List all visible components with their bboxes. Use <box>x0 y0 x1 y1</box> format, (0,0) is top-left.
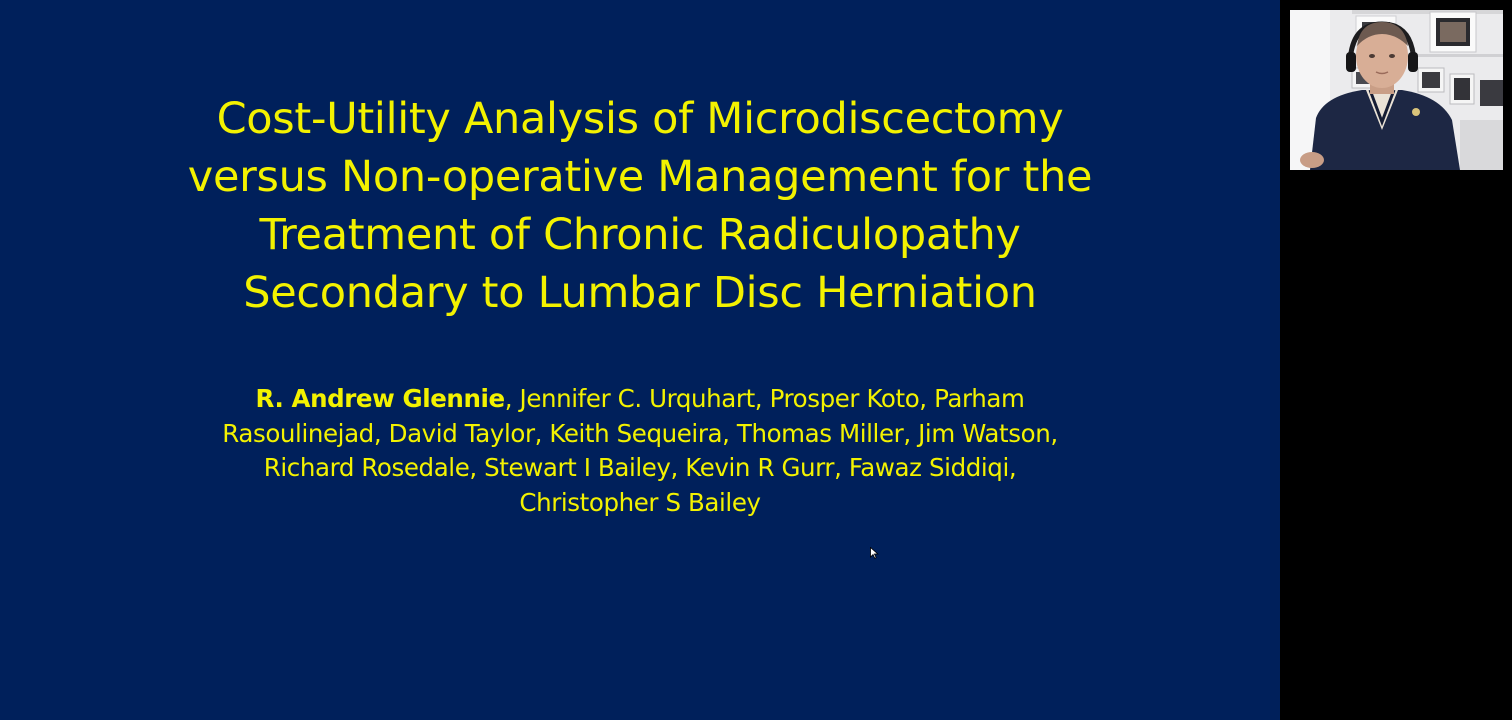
author-line <box>140 382 1140 417</box>
slide-title-line: versus Non-operative Management for the <box>187 152 1093 202</box>
author-names: , Jennifer C. Urquhart, Prosper Koto, Parham <box>504 384 1025 413</box>
author-line: Richard Rosedale, Stewart I Bailey, Kevin R Gurr, Fawaz Siddiqi, <box>263 453 1017 482</box>
presenter-video-tile[interactable] <box>1290 10 1503 170</box>
author-list <box>140 382 1140 520</box>
mouse-pointer-icon <box>870 547 879 559</box>
slide-title-line: Cost-Utility Analysis of Microdiscectomy <box>216 94 1064 144</box>
presenter-video-feed <box>1290 10 1503 170</box>
presenting-author: R. Andrew Glennie <box>255 384 505 413</box>
slide-title <box>140 90 1140 322</box>
author-line: Christopher S Bailey <box>519 487 761 517</box>
author-line: Rasoulinejad, David Taylor, Keith Sequeira, Thomas Miller, Jim Watson, <box>222 418 1058 448</box>
slide-title-line: Secondary to Lumbar Disc Herniation <box>243 268 1037 318</box>
slide-title-line: Treatment of Chronic Radiculopathy <box>259 210 1021 260</box>
